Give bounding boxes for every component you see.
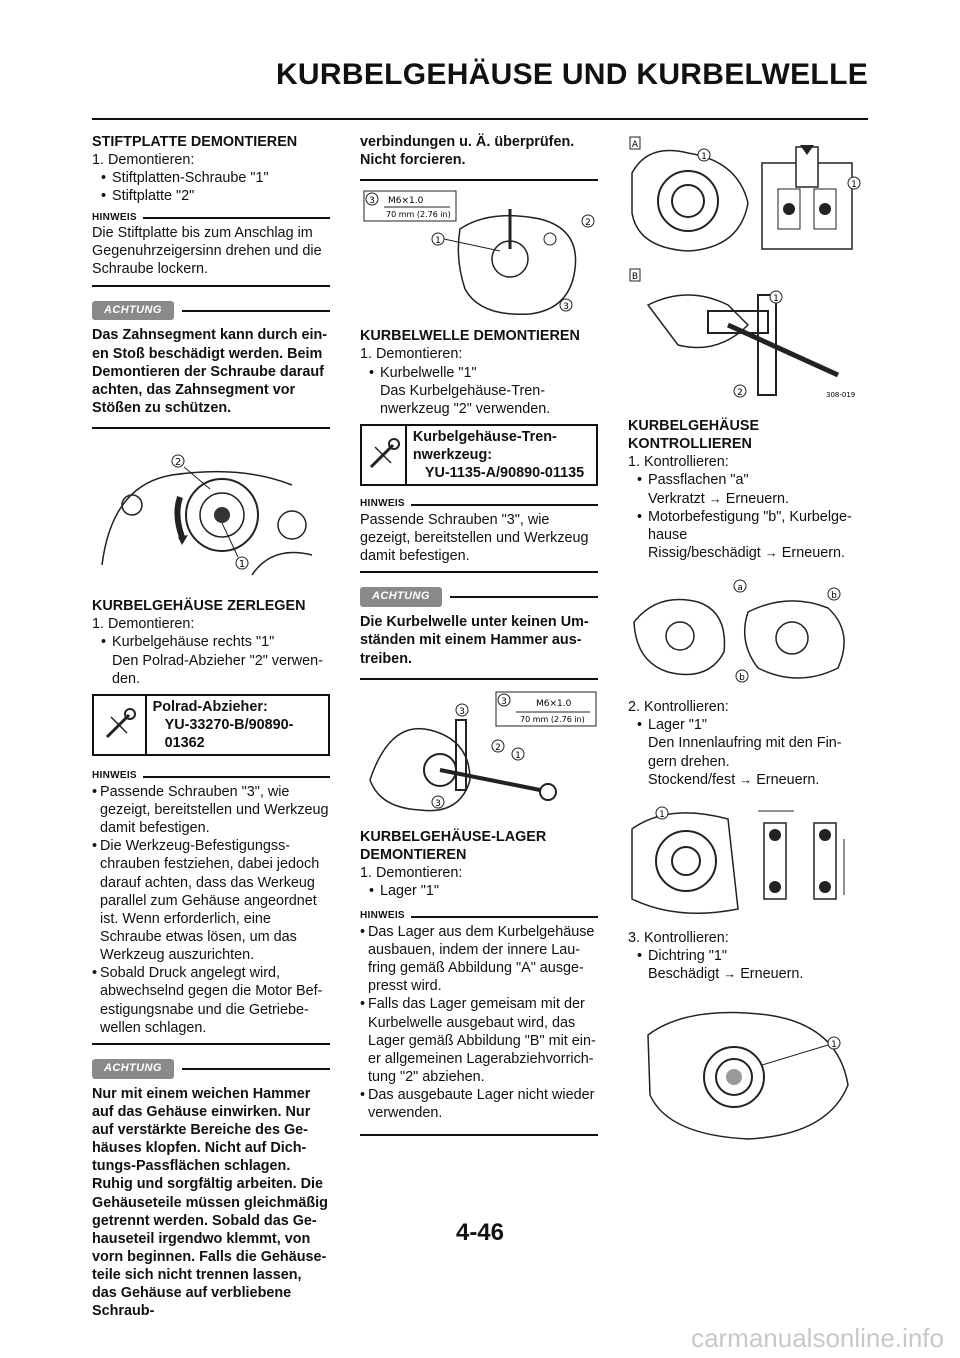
bullet: • Motorbefestigung "b", Kurbelge-hause [628, 508, 866, 544]
column-2 [360, 133, 598, 1136]
arrow-icon: → [708, 490, 722, 506]
bullet: • Stiftplatten-Schraube "1" [92, 169, 330, 187]
caution-block [92, 301, 330, 430]
arrow-icon: → [739, 771, 753, 787]
note-block [92, 770, 330, 1045]
crankshaft-puller-figure [360, 690, 598, 820]
callout-label: 2 [495, 742, 501, 753]
callout-label: 1 [515, 750, 521, 761]
step: 3. Kontrollieren: [628, 929, 729, 946]
sub-text: Rissig/beschädigt → Erneuern. [648, 544, 845, 561]
callout-label: a [737, 583, 743, 594]
bullet: • Passflachen "a" [628, 471, 866, 489]
wrench-icon [362, 426, 407, 484]
tool-box [92, 694, 330, 756]
callout-label: 1 [773, 294, 779, 304]
sub-text: Stockend/fest → Erneuern. [648, 771, 820, 788]
caution-label: ACHTUNG [360, 587, 442, 607]
bullet: • Kurbelwelle "1" [360, 364, 598, 382]
callout-label: 1 [851, 180, 857, 190]
oil-seal-figure [628, 995, 866, 1145]
sub-text: Den Innenlaufring mit den Fin-gern drehen. [648, 735, 842, 770]
step: 1. Demontieren: [92, 616, 195, 633]
step: 1. Kontrollieren: [628, 454, 729, 471]
note-item: • Das ausgebaute Lager nicht wieder verwenden. [360, 1086, 598, 1122]
note-block [360, 910, 598, 1136]
callout-label: 1 [701, 152, 707, 162]
section-title: KURBELGEHÄUSE KONTROLLIEREN [628, 418, 760, 453]
tool-code: YU-33270-B/90890-01362 [164, 716, 294, 752]
sub-text: Das Kurbelgehäuse-Tren-nwerkzeug "2" verwenden. [380, 382, 551, 417]
step: 2. Kontrollieren: [628, 699, 729, 716]
note-label: HINWEIS [360, 910, 405, 922]
bearing-press-figure-a [628, 133, 866, 259]
step: 1. Demontieren: [92, 152, 195, 169]
bullet: • Lager "1" [360, 882, 598, 900]
note-label: HINWEIS [92, 770, 137, 782]
caution-text: Das Zahnsegment kann durch ein-en Stoß beschädigt werden. Beim Demontieren der Schraube darauf achten, das Zahnsegment vor Stößen zu schützen. [92, 327, 328, 416]
section-title: KURBELGEHÄUSE ZERLEGEN [92, 598, 306, 615]
callout-label: 1 [831, 1040, 837, 1051]
crankcase-halves-figure [628, 572, 866, 690]
note-item: • Das Lager aus dem Kurbelgehäuse ausbauen, indem der innere Lau-fring gemäß Abbildung "A" ausge-presst wird. [360, 923, 598, 996]
callout-label: 3 [563, 302, 569, 313]
callout-label: 3 [369, 196, 375, 207]
step: 1. Demontieren: [360, 346, 463, 363]
callout-label: 2 [174, 457, 182, 469]
callout-label: b [831, 591, 837, 602]
tool-name: Polrad-Abzieher: [152, 698, 268, 715]
caution-label: ACHTUNG [92, 1059, 174, 1079]
note-block [92, 212, 330, 287]
column-1 [92, 133, 330, 1321]
bolt-length: 70 mm (2.76 in) [386, 210, 451, 220]
tool-code: YU-1135-A/90890-01135 [424, 465, 585, 482]
caution-text: Die Kurbelwelle unter keinen Um-ständen mit einem Hammer aus-treiben. [360, 614, 589, 667]
bullet: • Lager "1" [628, 716, 866, 734]
figure-tag: B [631, 272, 639, 282]
page-title: KURBELGEHÄUSE UND KURBELWELLE [275, 58, 868, 91]
section-title: KURBELGEHÄUSE-LAGER DEMONTIEREN [360, 828, 547, 863]
section-title: KURBELWELLE DEMONTIEREN [360, 328, 580, 345]
caution-text: Nur mit einem weichen Hammer auf das Gehäuse einwirken. Nur auf verstärkte Bereiche des Ge-häuses klopfen. Nicht auf Dich-tungs-Passflächen schlagen. Ruhig und sorgfältig arbeiten. Die Gehäuseteile müssen gleichmäßig getrennt werden. Sobald das Ge-hauseteil irgendwo klemmt, von vorn beginnen. Falls die Gehäuse-teile sich nicht trennen lassen, das Gehäuse auf verbliebene Schraub- [92, 1085, 328, 1320]
crankcase-bolt-figure [360, 189, 598, 321]
callout-label: 1 [659, 809, 665, 820]
caution-block [92, 1059, 330, 1321]
note-item: • Die Werkzeug-Befestigungss-chrauben festziehen, dabei jedoch darauf achten, dass das Werkeug parallel zum Gehäuse angeordnet ist. Wenn erforderlich, eine Schraube etwas lösen, um das Werkzeug auszurichten. [92, 837, 330, 964]
stator-plate-figure [92, 445, 330, 585]
figure-tag: A [631, 140, 639, 150]
callout-label: 3 [435, 798, 441, 809]
bearing-puller-figure-b [628, 265, 866, 413]
caution-label: ACHTUNG [92, 301, 174, 321]
bullet: • Dichtring "1" [628, 947, 866, 965]
column-3 [628, 133, 866, 1145]
arrow-icon: → [723, 966, 737, 982]
header-rule [92, 118, 868, 120]
callout-label: 1 [238, 559, 246, 571]
arrow-icon: → [764, 544, 778, 560]
callout-label: 1 [435, 236, 441, 247]
tool-box [360, 424, 598, 486]
note-block [360, 498, 598, 573]
callout-label: 2 [585, 218, 591, 229]
note-label: HINWEIS [360, 498, 405, 510]
step: 1. Demontieren: [360, 864, 463, 881]
sub-text: Den Polrad-Abzieher "2" verwen-den. [112, 652, 323, 687]
caution-block [360, 587, 598, 679]
bolt-spec: M6×1.0 [536, 698, 572, 709]
bearing-check-figure [628, 799, 866, 923]
sub-text: Beschädigt → Erneuern. [648, 966, 804, 983]
tool-name: Kurbelgehäuse-Tren-nwerkzeug: [412, 428, 557, 464]
callout-label: 3 [501, 696, 507, 707]
footer-site-link[interactable]: carmanualsonline.info [691, 1323, 944, 1353]
caution-continued: verbindungen u. Ä. überprüfen. Nicht forcieren. [360, 134, 575, 169]
bolt-length: 70 mm (2.76 in) [520, 714, 585, 724]
bullet: • Stiftplatte "2" [92, 187, 330, 205]
note-item: • Sobald Druck angelegt wird, abwechselnd gegen die Motor Bef-estigungsnabe und die Getriebe-wellen schlagen. [92, 964, 330, 1037]
wrench-icon [94, 696, 147, 754]
sub-text: Verkratzt → Erneuern. [648, 490, 789, 507]
callout-label: b [739, 673, 745, 684]
note-text: Die Stiftplatte bis zum Anschlag im Gegenuhrzeigersinn drehen und die Schraube lockern. [92, 225, 322, 278]
page-number: 4-46 [455, 1219, 505, 1246]
bolt-spec: M6×1.0 [388, 196, 424, 207]
note-item: • Passende Schrauben "3", wie gezeigt, bereitstellen und Werkzeug damit befestigen. [92, 783, 330, 837]
bullet: • Kurbelgehäuse rechts "1" [92, 633, 330, 651]
section-title: STIFTPLATTE DEMONTIEREN [92, 134, 298, 150]
callout-label: 2 [737, 388, 743, 398]
note-text: Passende Schrauben "3", wie gezeigt, bereitstellen und Werkzeug damit befestigen. [360, 512, 589, 565]
figure-code: 308-019 [826, 391, 856, 399]
note-label: HINWEIS [92, 211, 137, 223]
note-item: • Falls das Lager gemeisam mit der Kurbelwelle ausgebaut wird, das Lager gemäß Abbildung "B" mit ein-er allgemeinen Lagerabziehvorrich-tung "2" abziehen. [360, 995, 598, 1086]
callout-label: 3 [459, 706, 465, 717]
